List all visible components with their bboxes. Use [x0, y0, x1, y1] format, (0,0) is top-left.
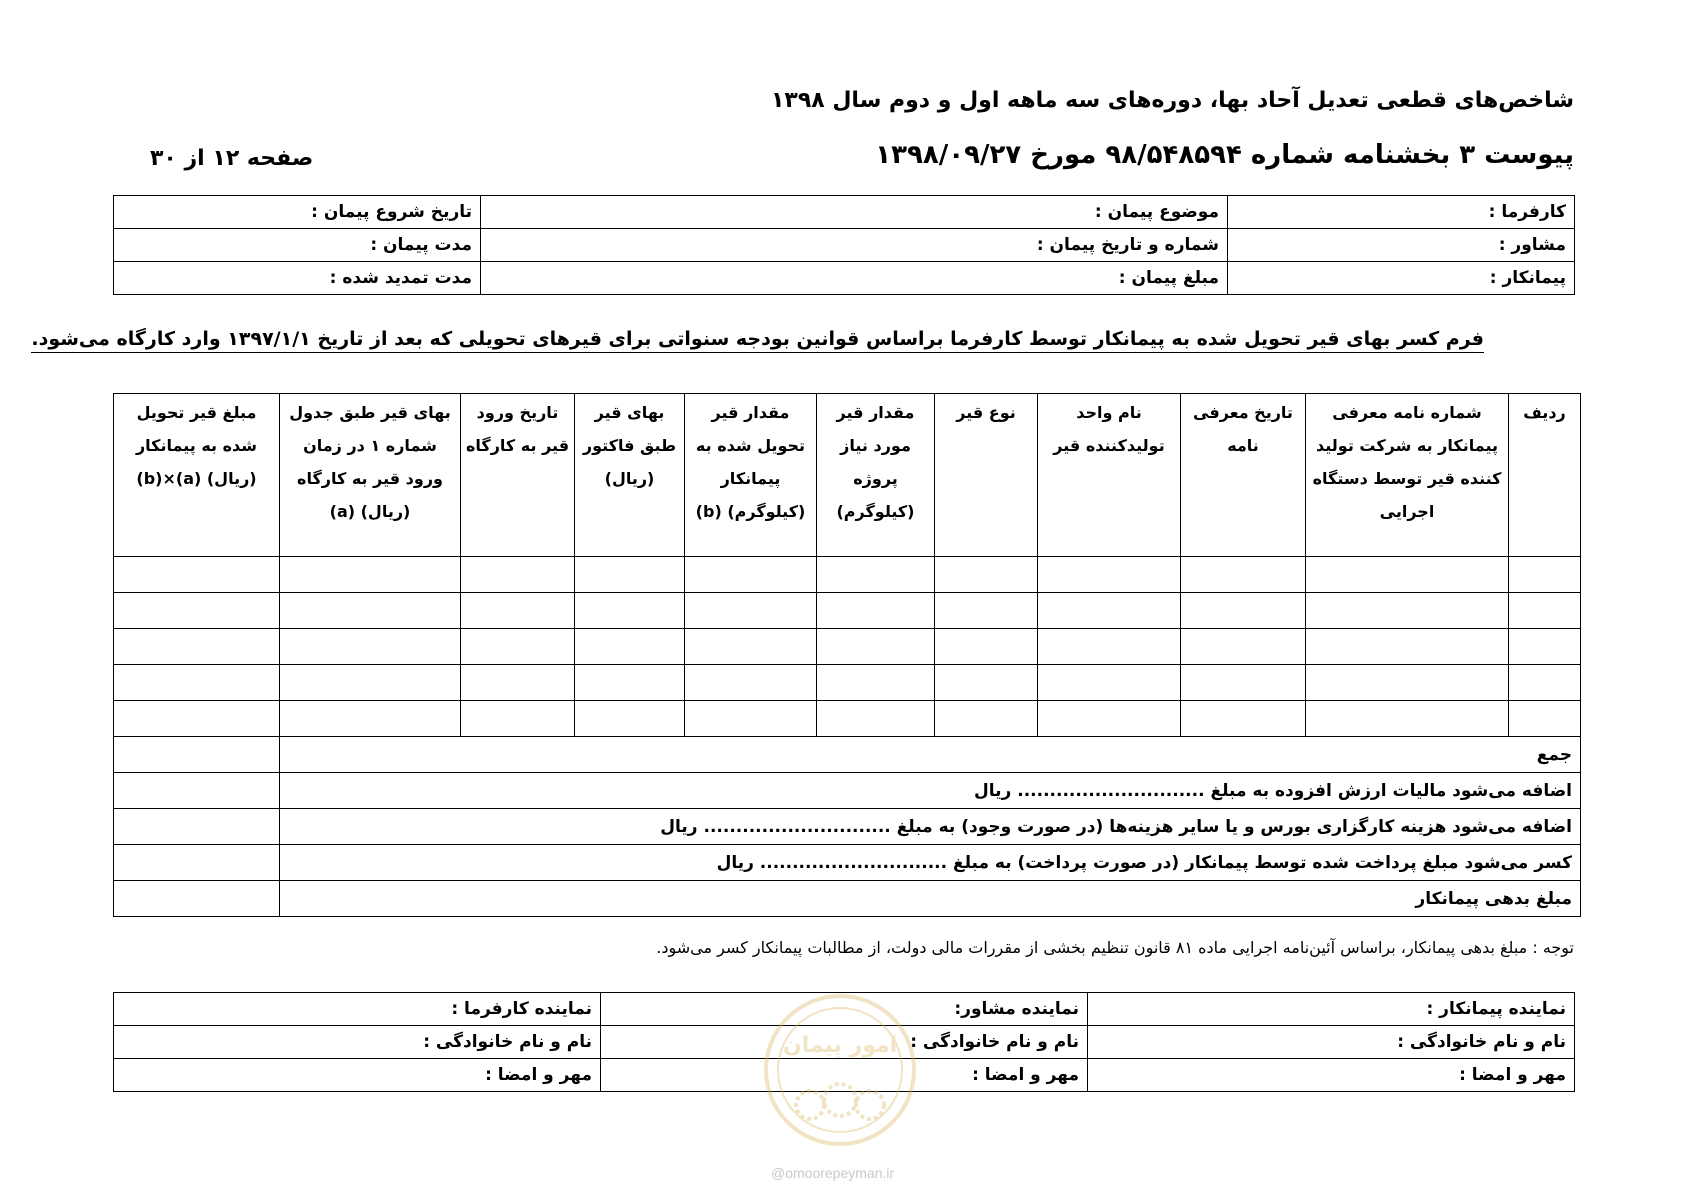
watermark-logo-text: امور پیمان: [782, 1033, 898, 1058]
vat-label: اضافه می‌شود مالیات ارزش افزوده به مبلغ ............................. ریال: [280, 773, 1581, 809]
summary-row-debt: [114, 881, 1581, 917]
sign-employer-rep: نماینده کارفرما :: [114, 993, 601, 1026]
table-row: [114, 665, 1581, 701]
sign-consultant-stamp: مهر و امضا :: [601, 1059, 1088, 1092]
sign-consultant-name: نام و نام خانوادگی :: [601, 1026, 1088, 1059]
table-row: [114, 629, 1581, 665]
signature-table: [113, 992, 1575, 1092]
info-subject-label: موضوع پیمان :: [481, 196, 1228, 229]
brokerage-value: [114, 809, 280, 845]
signature-row: [114, 993, 1575, 1026]
table-row: [114, 557, 1581, 593]
col-row-number: ردیف: [1509, 394, 1581, 557]
paid-value: [114, 845, 280, 881]
col-table-price: بهای قیر طبق جدول شماره ۱ در زمان ورود قیر به کارگاه (ریال) (a): [280, 394, 461, 557]
vat-value: [114, 773, 280, 809]
sign-employer-name: نام و نام خانوادگی :: [114, 1026, 601, 1059]
col-bitumen-type: نوع قیر: [935, 394, 1038, 557]
watermark-handle: @omoorepeyman.ir: [771, 1165, 895, 1181]
info-employer-label: کارفرما :: [1228, 196, 1575, 229]
table-row: [114, 701, 1581, 737]
sign-contractor-rep: نماینده پیمانکار :: [1088, 993, 1575, 1026]
brokerage-label: اضافه می‌شود هزینه کارگزاری بورس و یا سایر هزینه‌ها (در صورت وجود) به مبلغ ............................. ریال: [280, 809, 1581, 845]
col-letter-date: تاریخ معرفی نامه: [1181, 394, 1306, 557]
info-start-date-label: تاریخ شروع پیمان :: [114, 196, 481, 229]
col-required-qty: مقدار قیر مورد نیاز پروژه (کیلوگرم): [817, 394, 935, 557]
info-row: [114, 229, 1575, 262]
info-row: [114, 196, 1575, 229]
info-contract-number-label: شماره و تاریخ پیمان :: [481, 229, 1228, 262]
total-label: جمع: [280, 737, 1581, 773]
debt-value: [114, 881, 280, 917]
table-row: [114, 593, 1581, 629]
total-value: [114, 737, 280, 773]
signature-row: [114, 1026, 1575, 1059]
sign-contractor-name: نام و نام خانوادگی :: [1088, 1026, 1575, 1059]
signature-row: [114, 1059, 1575, 1092]
table-header-row: [114, 394, 1581, 557]
info-contractor-label: پیمانکار :: [1228, 262, 1575, 295]
contract-info-table: [113, 195, 1575, 295]
summary-row-vat: [114, 773, 1581, 809]
info-row: [114, 262, 1575, 295]
col-arrival-date: تاریخ ورود قیر به کارگاه: [461, 394, 575, 557]
summary-row-total: [114, 737, 1581, 773]
col-producer: نام واحد تولیدکننده قیر: [1038, 394, 1181, 557]
col-delivered-amount: مبلغ قیر تحویل شده به پیمانکار (ریال) (a)×(b): [114, 394, 280, 557]
page-number: صفحه ۱۲ از ۳۰: [150, 146, 314, 171]
info-duration-label: مدت پیمان :: [114, 229, 481, 262]
paid-label: کسر می‌شود مبلغ پرداخت شده توسط پیمانکار (در صورت پرداخت) به مبلغ ............................. ریال: [280, 845, 1581, 881]
sign-consultant-rep: نماینده مشاور:: [601, 993, 1088, 1026]
debt-label: مبلغ بدهی پیمانکار: [280, 881, 1581, 917]
summary-row-paid: [114, 845, 1581, 881]
sign-employer-stamp: مهر و امضا :: [114, 1059, 601, 1092]
info-extended-label: مدت تمدید شده :: [114, 262, 481, 295]
bitumen-table: [113, 393, 1581, 917]
annex-title: پیوست ۳ بخشنامه شماره ۹۸/۵۴۸۵۹۴ مورخ ۱۳۹۸/۰۹/۲۷: [875, 140, 1574, 170]
col-invoice-price: بهای قیر طبق فاکتور (ریال): [575, 394, 685, 557]
footnote: توجه : مبلغ بدهی پیمانکار، براساس آئین‌نامه اجرایی ماده ۸۱ قانون تنظیم بخشی از مقررات مالی دولت، از مطالبات پیمانکار کسر می‌شود.: [656, 938, 1574, 957]
sign-contractor-stamp: مهر و امضا :: [1088, 1059, 1575, 1092]
summary-row-brokerage: [114, 809, 1581, 845]
form-caption: فرم کسر بهای قیر تحویل شده به پیمانکار توسط کارفرما براساس قوانین بودجه سنواتی برای قیرهای تحویلی که بعد از تاریخ ۱۳۹۷/۱/۱ وارد کارگاه می‌شود.: [31, 328, 1484, 353]
info-amount-label: مبلغ پیمان :: [481, 262, 1228, 295]
col-letter-number: شماره نامه معرفی پیمانکار به شرکت تولید کننده قیر توسط دستگاه اجرایی: [1306, 394, 1509, 557]
document-title: شاخص‌های قطعی تعدیل آحاد بها، دوره‌های سه ماهه اول و دوم سال ۱۳۹۸: [770, 88, 1574, 113]
info-consultant-label: مشاور :: [1228, 229, 1575, 262]
col-delivered-qty: مقدار قیر تحویل شده به پیمانکار (کیلوگرم) (b): [685, 394, 817, 557]
